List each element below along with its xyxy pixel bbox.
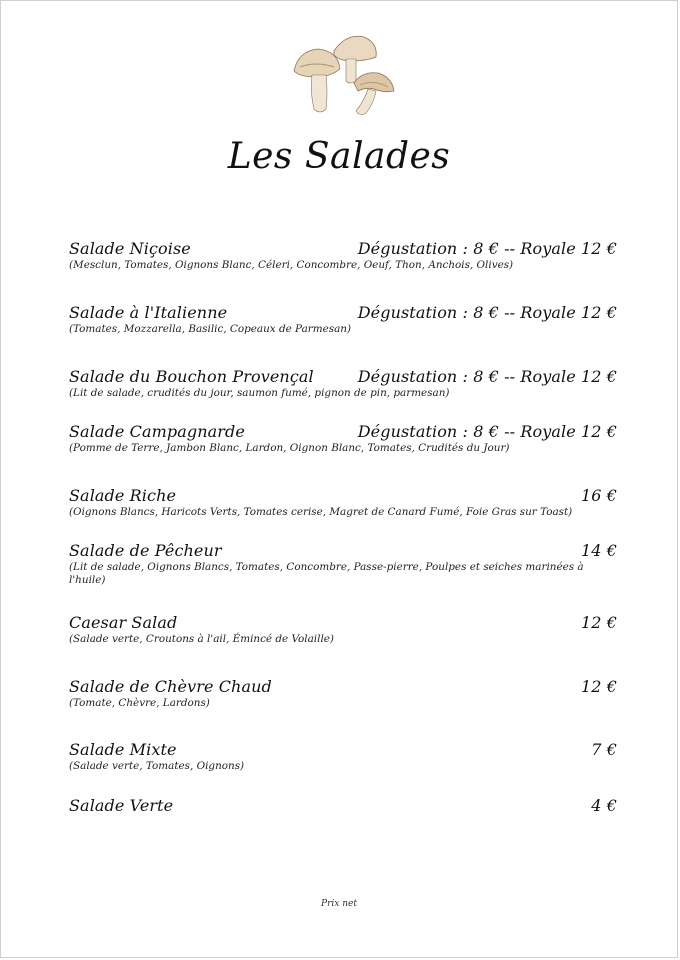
item-price: 7 € — [591, 740, 617, 759]
item-name: Salade Verte — [69, 796, 174, 815]
item-description: (Tomates, Mozzarella, Basilic, Copeaux de Parmesan) — [69, 323, 352, 335]
item-price: 16 € — [580, 486, 617, 505]
item-name: Salade à l'Italienne — [69, 303, 228, 322]
mushrooms-icon — [286, 31, 401, 119]
list-item — [69, 677, 617, 710]
item-description: (Salade verte, Croutons à l'ail, Émincé de Volaille) — [69, 633, 334, 645]
page-title: Les Salades — [227, 136, 451, 177]
list-item — [69, 486, 617, 519]
item-price: Dégustation : 8 € -- Royale 12 € — [357, 303, 617, 322]
item-name: Salade Mixte — [69, 740, 177, 759]
list-item — [69, 796, 617, 815]
item-price: 12 € — [580, 677, 617, 696]
item-name: Salade Niçoise — [69, 239, 191, 258]
item-name: Caesar Salad — [69, 613, 178, 632]
item-price: Dégustation : 8 € -- Royale 12 € — [357, 367, 617, 386]
item-price: 14 € — [580, 541, 617, 560]
list-item — [69, 541, 617, 587]
list-item — [69, 367, 617, 400]
item-description: (Mesclun, Tomates, Oignons Blanc, Céleri, Concombre, Oeuf, Thon, Anchois, Olives) — [69, 259, 514, 271]
item-description: (Tomate, Chèvre, Lardons) — [69, 697, 210, 709]
item-name: Salade Riche — [69, 486, 177, 505]
list-item — [69, 422, 617, 455]
item-name: Salade Campagnarde — [69, 422, 245, 441]
list-item — [69, 239, 617, 272]
item-name: Salade de Pêcheur — [69, 541, 222, 560]
price-note: Prix net — [321, 899, 357, 909]
item-description: (Salade verte, Tomates, Oignons) — [69, 760, 245, 772]
list-item — [69, 613, 617, 646]
item-name: Salade de Chèvre Chaud — [69, 677, 272, 696]
item-price: Dégustation : 8 € -- Royale 12 € — [357, 239, 617, 258]
item-description: (Oignons Blancs, Haricots Verts, Tomates cerise, Magret de Canard Fumé, Foie Gras sur Toast) — [69, 506, 573, 518]
list-item — [69, 303, 617, 336]
item-description: (Lit de salade, crudités du jour, saumon fumé, pignon de pin, parmesan) — [69, 387, 450, 399]
item-description: (Lit de salade, Oignons Blancs, Tomates, Concombre, Passe-pierre, Poulpes et seiches marinées à l'huile) — [69, 561, 584, 586]
list-item — [69, 740, 617, 773]
item-description: (Pomme de Terre, Jambon Blanc, Lardon, Oignon Blanc, Tomates, Crudités du Jour) — [69, 442, 510, 454]
item-price: Dégustation : 8 € -- Royale 12 € — [357, 422, 617, 441]
item-name: Salade du Bouchon Provençal — [69, 367, 314, 386]
item-price: 4 € — [591, 796, 617, 815]
item-price: 12 € — [580, 613, 617, 632]
